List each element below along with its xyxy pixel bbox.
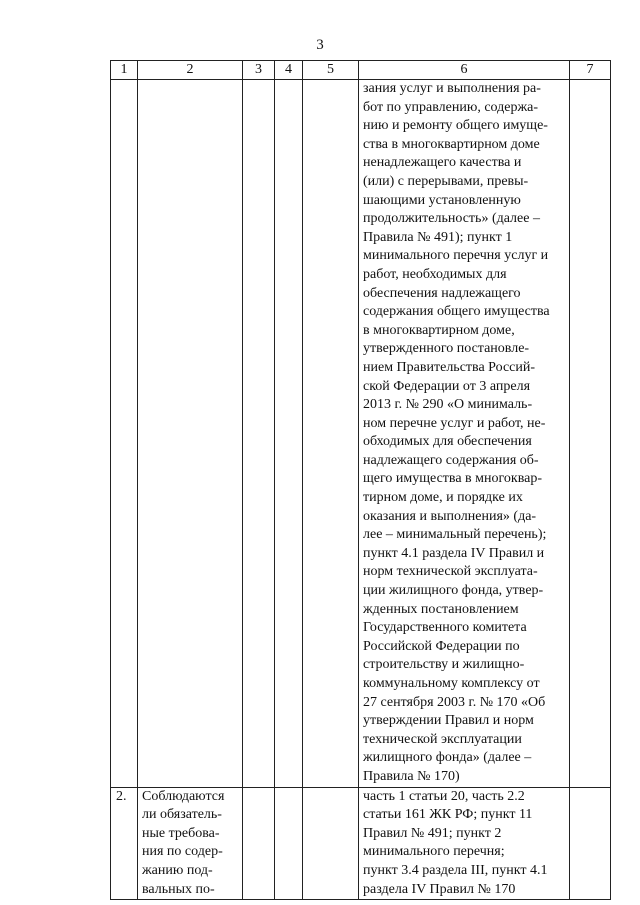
text-line: нию и ремонту общего имуще- — [363, 118, 548, 134]
legal-basis-cell — [359, 80, 570, 788]
text-line: минимального перечня услуг и — [363, 248, 549, 264]
row-number: 2. — [116, 788, 127, 804]
text-line: часть 1 статьи 20, часть 2.2 — [363, 788, 525, 804]
text-line: Правила № 491); пункт 1 — [363, 229, 513, 245]
column-number-row — [111, 61, 611, 80]
requirements-table — [110, 60, 611, 900]
column-header-5: 5 — [303, 61, 359, 80]
text-line: коммунальному комплексу от — [363, 676, 540, 691]
text-line: 2013 г. № 290 «О минималь- — [363, 397, 533, 413]
column-header-4: 4 — [275, 61, 303, 80]
text-line: ции жилищного фонда, утвер- — [363, 583, 544, 599]
text-line: утверждении Правил и норм — [363, 713, 534, 729]
column-header-6: 6 — [359, 61, 570, 80]
text-line: пункт 3.4 раздела III, пункт 4.1 — [363, 862, 548, 878]
text-line: норм технической эксплуата- — [363, 564, 538, 580]
text-line: тирном доме, и порядке их — [363, 490, 523, 506]
text-line: ской Федерации от 3 апреля — [363, 378, 531, 394]
row-number-cell — [111, 787, 138, 900]
text-line: Государственного комитета — [363, 620, 527, 636]
column-header-2: 2 — [138, 61, 243, 80]
cell-empty — [570, 80, 611, 788]
legal-basis-cell — [359, 787, 570, 900]
text-line: ном перечне услуг и работ, не- — [363, 415, 546, 431]
question-cell — [138, 787, 243, 900]
text-line: 27 сентября 2003 г. № 170 «Об — [363, 694, 546, 710]
table-row-continuation — [111, 80, 611, 788]
text-line: бот по управлению, содержа- — [363, 99, 539, 115]
text-line: содержания общего имущества — [363, 304, 550, 320]
cell-empty — [303, 787, 359, 900]
text-line: лее – минимальный перечень); — [363, 527, 547, 543]
column-header-3: 3 — [243, 61, 275, 80]
text-line: ния по содер- — [142, 844, 223, 860]
text-line: Правил № 491; пункт 2 — [363, 825, 502, 841]
column-header-7: 7 — [570, 61, 611, 80]
text-line: жденных постановлением — [363, 601, 519, 617]
text-line: ли обязатель- — [142, 807, 222, 823]
text-line: обходимых для обеспечения — [363, 434, 532, 450]
text-line: нием Правительства Россий- — [363, 359, 536, 375]
text-line: жанию под- — [142, 862, 213, 878]
cell-empty — [570, 787, 611, 900]
text-line: жилищного фонда» (далее – — [363, 750, 532, 766]
legal-basis-text — [359, 80, 569, 787]
cell-empty — [243, 787, 275, 900]
text-line: щего имущества в многоквар- — [363, 471, 543, 487]
text-line: ные требова- — [142, 825, 220, 841]
cell-empty — [275, 787, 303, 900]
legal-basis-text — [359, 788, 569, 900]
text-line: продолжительность» (далее – — [363, 211, 540, 227]
text-line: статьи 161 ЖК РФ; пункт 11 — [363, 807, 533, 823]
text-line: работ, необходимых для — [363, 266, 507, 282]
text-line: Правила № 170) — [363, 768, 460, 784]
text-line: обеспечения надлежащего — [363, 285, 521, 301]
text-line: строительству и жилищно- — [363, 657, 525, 673]
text-line: Российской Федерации по — [363, 638, 520, 654]
cell-empty — [111, 80, 138, 788]
text-line: надлежащего содержания об- — [363, 452, 539, 468]
text-line: раздела IV Правил № 170 — [363, 881, 516, 897]
cell-empty — [138, 80, 243, 788]
text-line: Соблюдаются — [142, 788, 225, 804]
text-line: вальных по- — [142, 881, 215, 897]
column-header-1: 1 — [111, 61, 138, 80]
text-line: зания услуг и выполнения ра- — [363, 81, 541, 96]
text-line: утвержденного постановле- — [363, 341, 530, 357]
cell-empty — [275, 80, 303, 788]
question-text — [138, 788, 242, 900]
text-line: ненадлежащего качества и — [363, 155, 522, 171]
text-line: оказания и выполнения» (да- — [363, 508, 537, 524]
table-row-2 — [111, 787, 611, 900]
text-line: шающими установленную — [363, 192, 521, 208]
text-line: ства в многоквартирном доме — [363, 136, 540, 152]
page-number: 3 — [316, 37, 324, 53]
text-line: технической эксплуатации — [363, 731, 522, 747]
cell-empty — [303, 80, 359, 788]
text-line: пункт 4.1 раздела IV Правил и — [363, 545, 545, 561]
cell-empty — [243, 80, 275, 788]
text-line: минимального перечня; — [363, 844, 505, 860]
text-line: (или) с перерывами, превы- — [363, 173, 529, 189]
text-line: в многоквартирном доме, — [363, 322, 515, 338]
